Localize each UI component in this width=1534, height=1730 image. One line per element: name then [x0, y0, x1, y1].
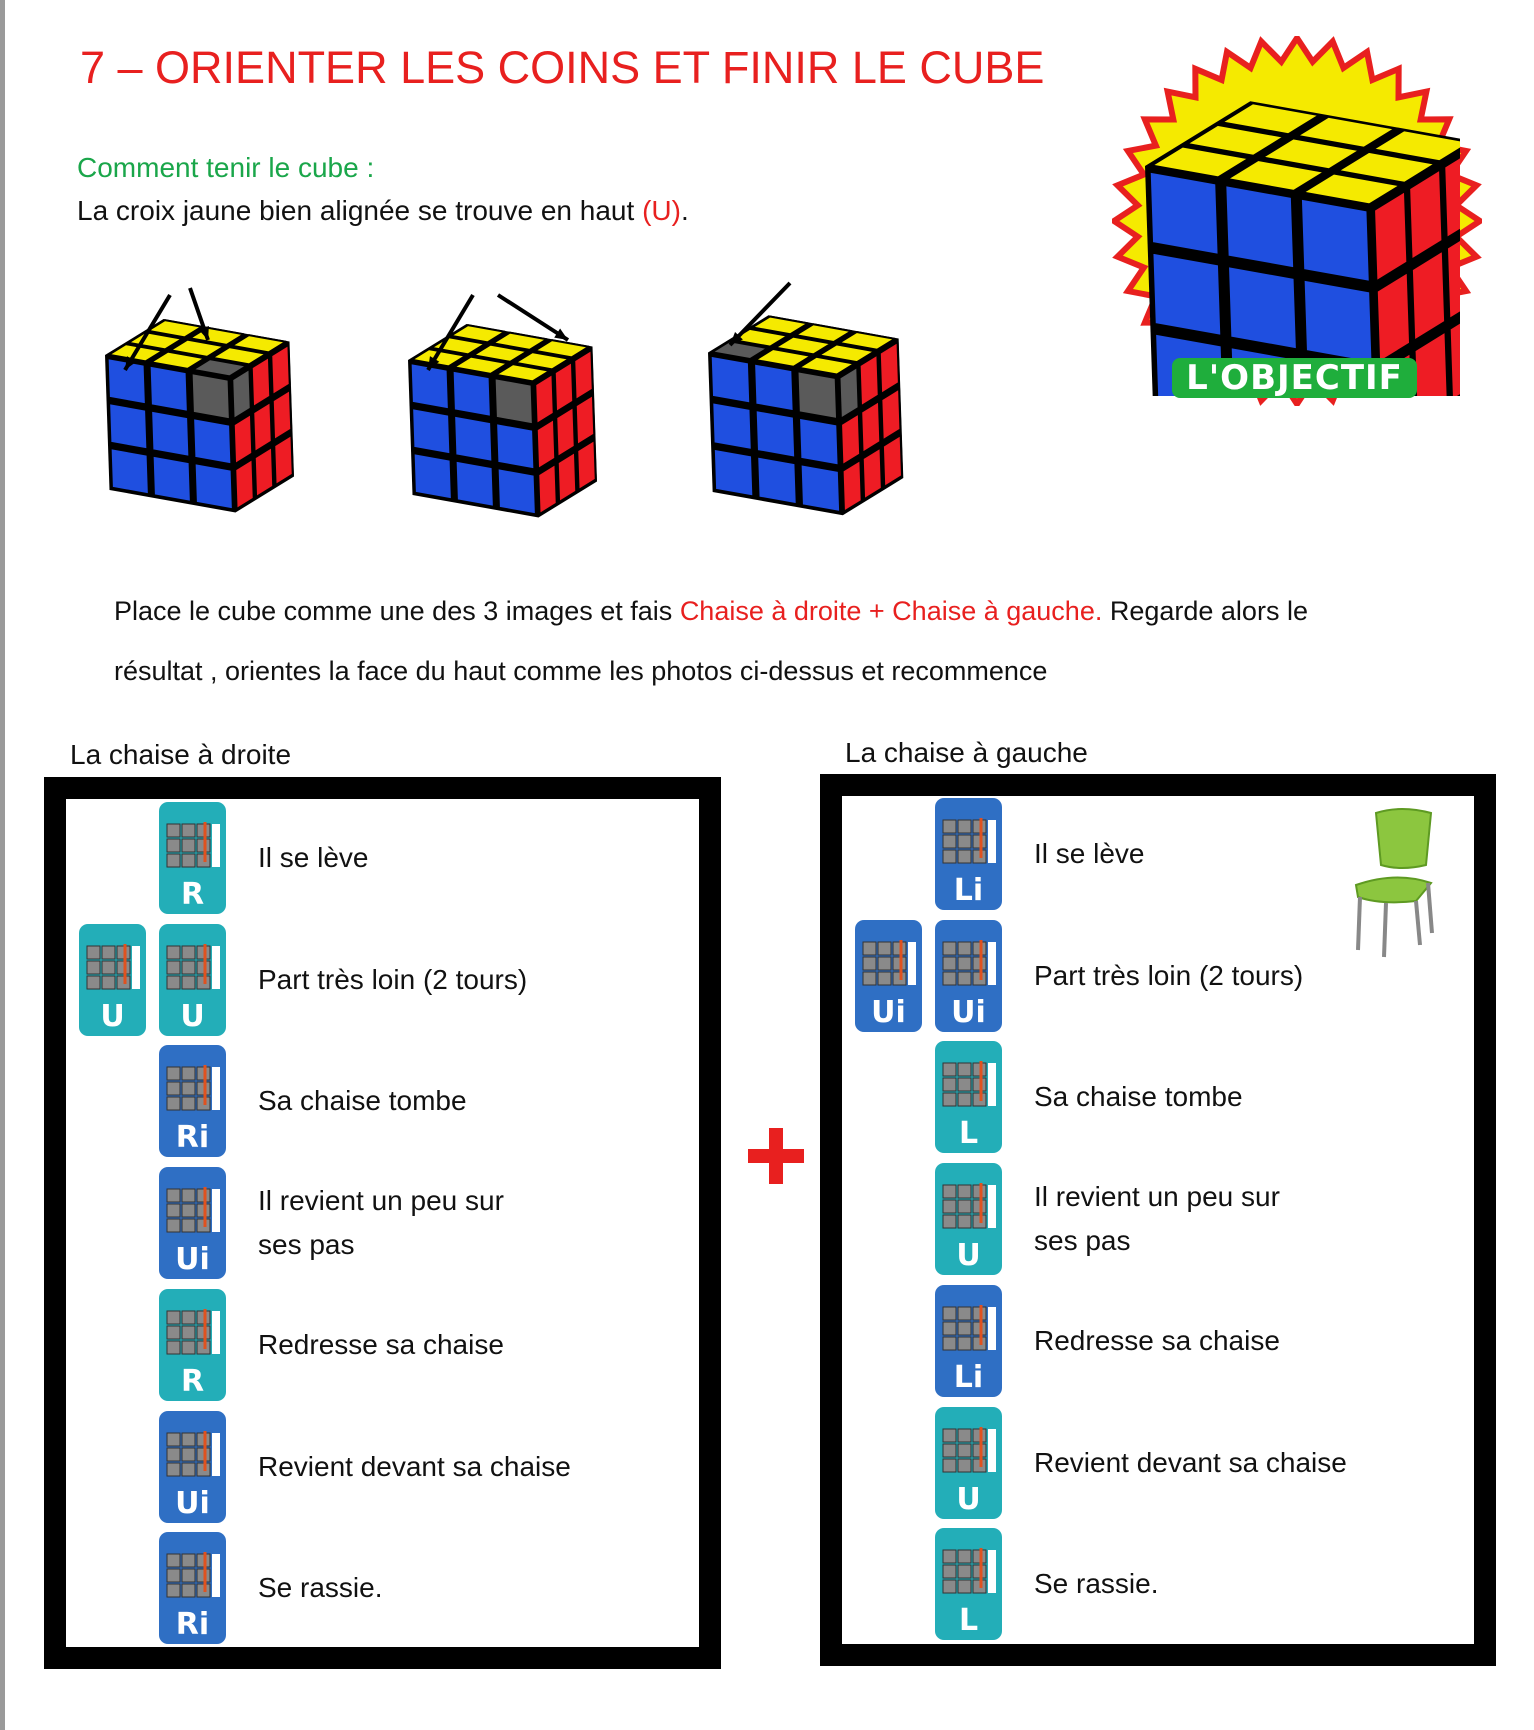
move-label: Ri — [175, 1607, 210, 1643]
move-label: Li — [953, 1359, 984, 1395]
step-description: Il revient un peu sur ses pas — [258, 1185, 504, 1261]
step-description: Se rassie. — [258, 1572, 383, 1604]
right-algorithm-step — [0, 920, 1534, 1032]
step-description: Part très loin (2 tours) — [258, 963, 528, 995]
step-description: Se rassie. — [1034, 1568, 1159, 1600]
move-l-icon — [935, 1528, 1002, 1640]
page-title: 7 – ORIENTER LES COINS ET FINIR LE CUBE — [80, 42, 1045, 93]
step-description: Sa chaise tombe — [1034, 1081, 1243, 1113]
move-ui-icon — [935, 920, 1002, 1032]
hold-end: . — [680, 195, 689, 226]
move-label: U — [180, 998, 205, 1034]
move-label: R — [180, 877, 205, 912]
right-algorithm-label: La chaise à gauche — [845, 737, 1088, 768]
move-label: Li — [953, 873, 984, 908]
move-label: Ui — [175, 1485, 210, 1521]
cube-case-3-image — [700, 275, 930, 545]
right-algorithm-step — [0, 1528, 1534, 1643]
move-label: U — [956, 1238, 981, 1274]
step-description: Revient devant sa chaise — [1034, 1446, 1347, 1478]
move-li-icon — [935, 1285, 1002, 1397]
move-label: Ui — [871, 994, 906, 1030]
step-description: Il se lève — [258, 842, 369, 873]
step-description: Il se lève — [1034, 838, 1145, 869]
step-description: Il revient un peu sur ses pas — [1034, 1181, 1280, 1257]
move-label: L — [958, 1603, 979, 1639]
move-label: U — [100, 998, 125, 1034]
hold-text — [77, 195, 689, 227]
move-label: Ui — [175, 1242, 210, 1278]
right-algorithm-step — [0, 1163, 1534, 1278]
move-ui-icon — [855, 920, 922, 1032]
move-label: Ri — [175, 1120, 210, 1156]
instruction-part1: Place le cube comme une des 3 images et fais — [114, 596, 680, 626]
hold-heading: Comment tenir le cube : — [77, 152, 375, 183]
step-description: Part très loin (2 tours) — [1034, 959, 1304, 991]
step-description: Redresse sa chaise — [1034, 1324, 1280, 1356]
hold-face: (U) — [642, 195, 681, 226]
step-description: Revient devant sa chaise — [258, 1450, 571, 1482]
solved-cube-image — [1140, 76, 1460, 396]
objective-label: L'OBJECTIF — [1172, 358, 1417, 398]
cube-case-2-image — [403, 285, 623, 555]
step-description: Sa chaise tombe — [258, 1085, 467, 1117]
move-l-icon — [935, 1041, 1002, 1153]
move-label: Ui — [951, 994, 986, 1030]
right-algorithm-step — [0, 1407, 1534, 1519]
left-algorithm-label: La chaise à droite — [70, 739, 292, 770]
move-u-icon — [935, 1407, 1002, 1519]
instruction-highlight: Chaise à droite + Chaise à gauche. — [679, 596, 1103, 626]
instruction-line-2: résultat , orientes la face du haut comme les photos ci-dessus et recommence — [114, 656, 1048, 686]
move-li-icon — [935, 798, 1002, 910]
hold-text-main: La croix jaune bien alignée se trouve en haut — [77, 195, 643, 226]
move-label: U — [956, 1481, 981, 1517]
move-label: R — [180, 1363, 205, 1399]
step-description: Redresse sa chaise — [258, 1328, 504, 1360]
objective-badge — [1112, 36, 1482, 406]
right-algorithm-step — [0, 1041, 1534, 1156]
right-algorithm-step — [0, 1285, 1534, 1397]
cube-case-1-image — [100, 280, 320, 550]
instruction-line-1 — [114, 596, 1308, 627]
instruction-part2: Regarde alors le — [1102, 596, 1308, 626]
move-label: L — [958, 1116, 979, 1152]
move-u-icon — [935, 1163, 1002, 1275]
right-algorithm-step — [0, 798, 1534, 910]
